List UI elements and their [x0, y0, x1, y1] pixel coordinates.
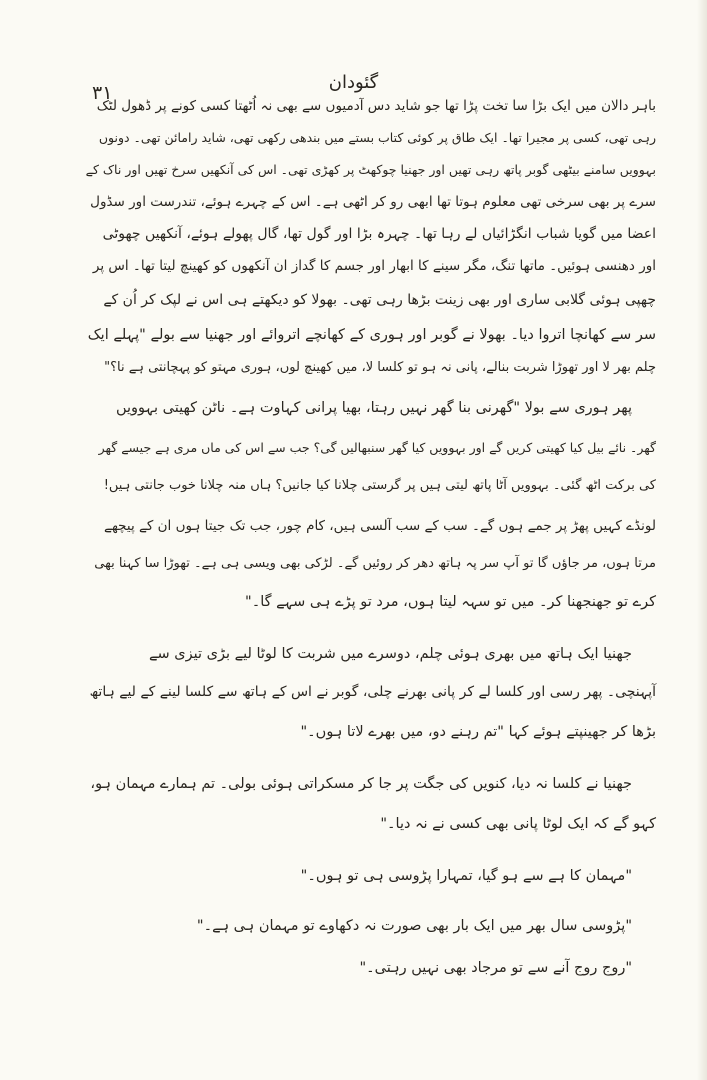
text-line: جھنیا نے کلسا نہ دیا، کنویں کی جگت پر جا کر مسکراتی ہوئی بولی۔ تم ہمارے مہمان ہو، [90, 776, 632, 792]
text-line: "مہمان کا ہے سے ہو گیا، تمہارا پڑوسی ہی تو ہوں۔" [300, 868, 632, 884]
body-text [86, 96, 656, 1056]
text-line: اعضا میں گویا شباب انگڑائیاں لے رہا تھا۔ چہرہ بڑا اور گول تھا، گال پھولے ہوئے، آنکھیں چھوٹی [102, 226, 656, 242]
text-line: کی برکت اٹھ گئی۔ بہوویں آٹا پاتھ لیتی ہیں پر گرستی چلانا کیا جانیں؟ ہاں منہ چلانا خوب جانتی ہیں! [103, 478, 656, 493]
text-line: سر سے کھانچا اتروا دیا۔ بھولا نے گوبر اور ہوری کے کھانچے اتروائے اور جھنیا سے بولے "پہلے ایک [87, 327, 656, 343]
text-line: چھپی ہوئی گلابی ساری اور بھی زینت بڑھا رہی تھی۔ بھولا کو دیکھتے ہی اس نے لپک کر اُن کے [103, 292, 656, 308]
text-line: گھر۔ نائے بیل کیا کھیتی کریں گے اور بہوویں کیا گھر سنبھالیں گی؟ جب سے اس کی ماں مری ہے جیسے گھر [98, 440, 656, 455]
text-line: جھنیا ایک ہاتھ میں بھری ہوئی چلم، دوسرے میں شربت کا لوٹا لیے بڑی تیزی سے [148, 646, 632, 662]
text-line: کہو گے کہ ایک لوٹا پانی بھی کسی نے نہ دیا۔" [380, 816, 656, 832]
text-line: کرے تو جھنجھنا کر۔ میں تو سہہ لیتا ہوں، مرد تو پڑے ہی سہے گا۔" [245, 594, 656, 610]
page-number: ۳۱ [92, 82, 113, 104]
text-line: رہی تھی، کسی پر مجیرا تھا۔ ایک طاق پر کوئی کتاب بستے میں بندھی رکھی تھی، شاید رامائن تھی۔ دونوں [98, 130, 656, 145]
text-line: "روج روج آنے سے تو مرجاد بھی نہیں رہتی۔" [359, 960, 632, 976]
text-line: اور دھنسی ہوئیں۔ ماتھا تنگ، مگر سینے کا ابھار اور جسم کا گداز ان آنکھوں کو کھینچ لیتا تھا۔ اس پر [92, 258, 656, 274]
text-line: آپہنچی۔ پھر رسی اور کلسا لے کر پانی بھرنے چلی، گوبر نے اس کے ہاتھ سے کلسا لینے کے لیے ہاتھ [89, 684, 656, 700]
text-line: باہر دالان میں ایک بڑا سا تخت پڑا تھا جو شاید دس آدمیوں سے بھی نہ اُٹھتا کسی کونے پر ڈھول لٹک [96, 98, 656, 114]
text-line: بڑھا کر جھینپتے ہوئے کہا "تم رہنے دو، میں بھرے لاتا ہوں۔" [300, 724, 656, 740]
text-line: لونڈے کہیں پھڑ پر جمے ہوں گے۔ سب کے سب آلسی ہیں، کام چور، جب تک جیتا ہوں ان کے پیچھے [104, 518, 656, 534]
text-line: چلم بھر لا اور تھوڑا شربت بنالے، پانی نہ ہو تو کلسا لا، میں کھینچ لوں، ہوری مہتو کو پہچانتی ہے نا؟" [104, 360, 656, 375]
text-line: مرتا ہوں، مر جاؤں گا تو آپ سر پہ ہاتھ دھر کر روئیں گے۔ لڑکی بھی ویسی ہی ہے۔ تھوڑا سا کہنا بھی [94, 556, 656, 571]
text-line: بہوویں سامنے بیٹھی گوبر پاتھ رہی تھیں اور جھنیا چوکھٹ پر کھڑی تھی۔ اس کی آنکھیں سرخ تھیں اور ناک کے [85, 162, 656, 177]
running-header-title: گئودان [328, 72, 379, 93]
text-line: "پڑوسی سال بھر میں ایک بار بھی صورت نہ دکھاوے تو مہمان ہی ہے۔" [196, 918, 632, 934]
text-line: سرے پر بھی سرخی تھی معلوم ہوتا تھا ابھی رو کر اٹھی ہے۔ اس کے چہرے ہوئے، تندرست اور سڈول [90, 194, 656, 210]
text-line: پھر ہوری سے بولا "گھرنی بنا گھر نہیں رہتا، بھیا پرانی کہاوت ہے۔ ناٹن کھیتی بہوویں [115, 400, 632, 416]
